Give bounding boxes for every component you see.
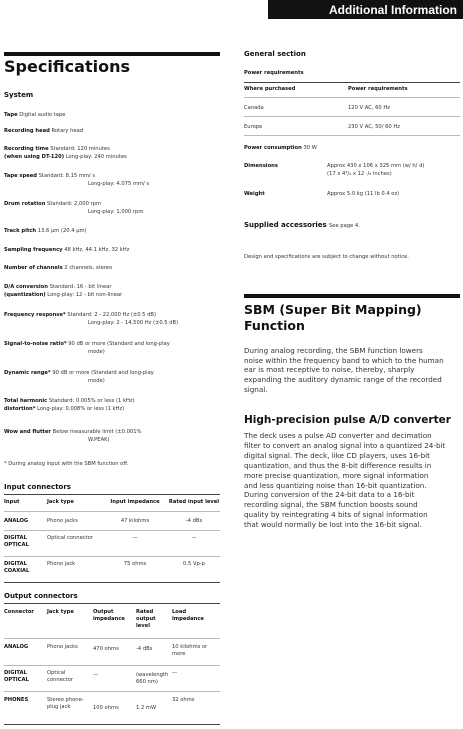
spec-row: [4, 228, 87, 236]
paragraph-line: noise within the frequency band to which to the human: [244, 355, 444, 365]
power-row-rule: [244, 116, 460, 117]
spec-label: distortion*: [4, 406, 36, 412]
output-row-rule: [4, 724, 220, 725]
power-table-top-rule: [244, 82, 460, 83]
output-row-cell: Stereo phone-plug jack: [47, 697, 84, 710]
spec-row: [4, 398, 135, 406]
output-row-cell: 100 ohms: [93, 705, 119, 711]
spec-value: Rotary head: [51, 128, 84, 134]
output-col-header: Load impedance: [172, 609, 204, 622]
input-row-cell: —: [191, 535, 197, 541]
spec-value: Standard: 2,000 rpm: [47, 201, 102, 207]
spec-label: Sampling frequency: [4, 247, 63, 253]
input-table-top-rule: [4, 494, 220, 495]
output-col-header: Jack type: [47, 609, 74, 615]
power-row-canada-req: 120 V AC, 60 Hz: [348, 105, 390, 111]
spec-row: [4, 437, 110, 445]
output-row-cell: -4 dBs: [136, 646, 153, 652]
spec-value: Long-play: 12 - bit non-linear: [47, 292, 123, 298]
output-col-header: Output impedance: [93, 609, 125, 622]
hp-converter-heading: High-precision pulse A/D converter: [244, 414, 451, 426]
spec-label: (when using DT-120): [4, 154, 65, 160]
spec-value: Standard: 120 minutes: [50, 146, 110, 152]
supplied-accessories: Supplied accessories See page 4.: [244, 221, 360, 229]
input-header-rule: [4, 511, 220, 512]
paragraph-line: that would normally be lost into the 16-bit signal.: [244, 520, 422, 530]
sbm-title-rule: [244, 294, 460, 298]
spec-value: Standard: 16 - bit linear: [49, 284, 112, 290]
power-row-europe-req: 230 V AC, 50/ 60 Hz: [348, 124, 400, 130]
dimensions-value-2: (17 x 4³/₄ x 12 ·/₈ inches): [327, 171, 392, 177]
power-row-europe-where: Europe: [244, 124, 263, 130]
spec-row: [4, 265, 112, 273]
spec-label: Frequency response*: [4, 312, 66, 318]
output-row-cell: Phono jacks: [47, 644, 78, 650]
spec-value: mode): [88, 378, 105, 384]
footnote: * During analog input with the SBM function off.: [4, 461, 129, 467]
input-row-rule: [4, 582, 220, 583]
sbm-title-line-1: SBM (Super Bit Mapping): [244, 302, 422, 317]
input-row-cell: 0.5 Vp-p: [183, 561, 205, 567]
output-table-top-rule: [4, 603, 220, 604]
input-row-rule: [4, 530, 220, 531]
page-title: Specifications: [4, 57, 130, 76]
paragraph-line: recording signal, the SBM function boosts sound: [244, 500, 418, 510]
spec-row: [4, 112, 65, 120]
input-row-cell: Phono jack: [47, 561, 76, 567]
input-row-cell: -4 dBs: [185, 518, 203, 524]
spec-label: Drum rotation: [4, 201, 46, 207]
spec-label: Tape: [4, 112, 18, 118]
input-col-header: Input impedance: [110, 499, 160, 505]
input-row-cell: —: [132, 535, 138, 541]
spec-value: 90 dB or more (Standard and long-play: [68, 341, 170, 347]
spec-row: [4, 209, 143, 217]
input-row-name: ANALOG: [4, 518, 29, 524]
spec-value: Long-play: 2 - 14,500 Hz (±0.5 dB): [88, 320, 179, 326]
spec-value: Standard: 2 - 22,000 Hz (±0.5 dB): [67, 312, 156, 318]
spec-row: [4, 370, 154, 378]
output-row-cell: 1.2 mW: [136, 705, 157, 711]
spec-value: 90 dB or more (Standard and long-play: [52, 370, 154, 376]
power-row-canada-where: Canada: [244, 105, 264, 111]
paragraph-line: quantization, and thus the 8-bit difference results in: [244, 460, 432, 470]
output-row-cell: 32 ohms: [172, 697, 195, 703]
spec-row: [4, 146, 110, 154]
spec-label: Tape speed: [4, 173, 37, 179]
output-row-name: DIGITAL OPTICAL: [4, 670, 29, 683]
spec-row: [4, 341, 170, 349]
output-col-header: Connector: [4, 609, 34, 615]
paragraph-line: and less quantizing noise than 16-bit quantization.: [244, 480, 427, 490]
weight-value: Approx 5.0 kg (11 lb 0.4 oz): [327, 191, 400, 197]
power-table-bottom-rule: [244, 135, 460, 136]
paragraph-line: ear is most receptive to noise, thereby, sharply: [244, 365, 415, 375]
dimensions-value-1: Approx 430 x 106 x 325 mm (w/ h/ d): [327, 163, 425, 169]
input-row-rule: [4, 556, 220, 557]
spec-label: Recording head: [4, 128, 50, 134]
spec-value: mode): [88, 349, 105, 355]
spec-value: 13.6 µm (20.4 µm): [37, 228, 87, 234]
paragraph-line: expanding the auditory dynamic range of the recorded: [244, 375, 442, 385]
spec-change-notice: Design and specifications are subject to change without notice.: [244, 254, 409, 260]
spec-value: Long-play: 1,000 rpm: [88, 209, 144, 215]
paragraph-line: more precise quantization, more signal information: [244, 470, 429, 480]
paragraph-line: filter to convert an analog signal into a quantized 24-bit: [244, 440, 446, 450]
output-header-rule: [4, 638, 220, 639]
spec-row: [4, 378, 105, 386]
power-col-req: Power requirements: [348, 86, 408, 92]
spec-value: Long-play: 0.008% or less (1 kHz): [37, 406, 125, 412]
section-banner: Additional Information: [268, 0, 463, 19]
input-row-name: DIGITAL COAXIAL: [4, 561, 30, 574]
input-row-cell: 47 kilohms: [120, 518, 150, 524]
output-connectors-heading: Output connectors: [4, 592, 78, 600]
spec-row: [4, 128, 83, 136]
spec-label: Number of channels: [4, 265, 63, 271]
spec-value: Long-play: 4.075 mm/ s: [88, 181, 150, 187]
output-row-cell: 470 ohms: [93, 646, 119, 652]
paragraph-line: quality by reintegrating 4 bits of signal information: [244, 510, 428, 520]
spec-row: [4, 201, 101, 209]
spec-value: Standard: 8.15 mm/ s: [38, 173, 96, 179]
output-row-cell: —: [172, 670, 178, 676]
spec-row: [4, 154, 127, 162]
input-col-header: Jack type: [47, 499, 74, 505]
spec-row: [4, 292, 122, 300]
power-requirements-heading: Power requirements: [244, 70, 304, 76]
input-col-header: Input: [4, 499, 20, 505]
power-consumption: Power consumption 30 W: [244, 145, 317, 151]
power-col-where: Where purchased: [244, 86, 296, 92]
input-col-header: Rated input level: [168, 499, 220, 505]
spec-value: W.PEAK): [88, 437, 110, 443]
output-col-header: Rated output level: [136, 609, 156, 629]
spec-label: Recording time: [4, 146, 49, 152]
input-row-cell: 75 ohms: [123, 561, 147, 567]
input-row-cell: Phono jacks: [47, 518, 78, 524]
spec-label: Total harmonic: [4, 398, 48, 404]
spec-row: [4, 349, 105, 357]
spec-row: [4, 429, 141, 437]
weight-label: Weight: [244, 191, 265, 197]
paragraph-line: signal.: [244, 384, 268, 394]
spec-label: D/A conversion: [4, 284, 48, 290]
output-row-rule: [4, 691, 220, 692]
spec-value: 48 kHz, 44.1 kHz, 32 kHz: [64, 247, 130, 253]
spec-value: Digital audio tape: [19, 112, 66, 118]
output-row-cell: (wavelength 660 nm): [136, 672, 169, 685]
system-heading: System: [4, 91, 34, 99]
spec-row: [4, 173, 95, 181]
output-row-name: PHONES: [4, 697, 29, 703]
spec-value: 2 channels, stereo: [64, 265, 113, 271]
spec-row: [4, 312, 156, 320]
output-row-cell: 10 kilohms or more: [172, 644, 208, 657]
paragraph-line: The deck uses a pulse AD converter and decimation: [244, 431, 432, 440]
dimensions-label: Dimensions: [244, 163, 278, 169]
paragraph-line: During conversion of the 24-bit data to a 16-bit: [244, 490, 415, 500]
input-connectors-heading: Input connectors: [4, 483, 71, 491]
general-section-heading: General section: [244, 50, 306, 58]
spec-row: [4, 181, 149, 189]
paragraph-line: During analog recording, the SBM function lowers: [244, 346, 423, 355]
output-row-rule: [4, 665, 220, 666]
spec-value: Long-play: 240 minutes: [65, 154, 127, 160]
spec-value: Standard: 0.005% or less (1 kHz): [48, 398, 135, 404]
spec-label: Wow and flutter: [4, 429, 51, 435]
spec-label: Signal-to-noise ratio*: [4, 341, 67, 347]
spec-label: Track pitch: [4, 228, 37, 234]
power-header-rule: [244, 97, 460, 98]
spec-row: [4, 284, 111, 292]
title-rule: [4, 52, 220, 56]
spec-value: Below measurable limit (±0.001%: [52, 429, 142, 435]
input-row-cell: Optical connector: [47, 535, 93, 541]
spec-row: [4, 247, 129, 255]
spec-label: Dynamic range*: [4, 370, 51, 376]
sbm-title-line-2: Function: [244, 318, 305, 333]
output-row-cell: —: [93, 672, 99, 678]
output-row-cell: Optical connector: [47, 670, 73, 683]
paragraph-line: digital signal. The deck, like CD players, uses 16-bit: [244, 450, 430, 460]
spec-row: [4, 320, 178, 328]
input-row-name: DIGITAL OPTICAL: [4, 535, 29, 548]
spec-label: (quantization): [4, 292, 46, 298]
spec-row: [4, 406, 124, 414]
output-row-name: ANALOG: [4, 644, 29, 650]
